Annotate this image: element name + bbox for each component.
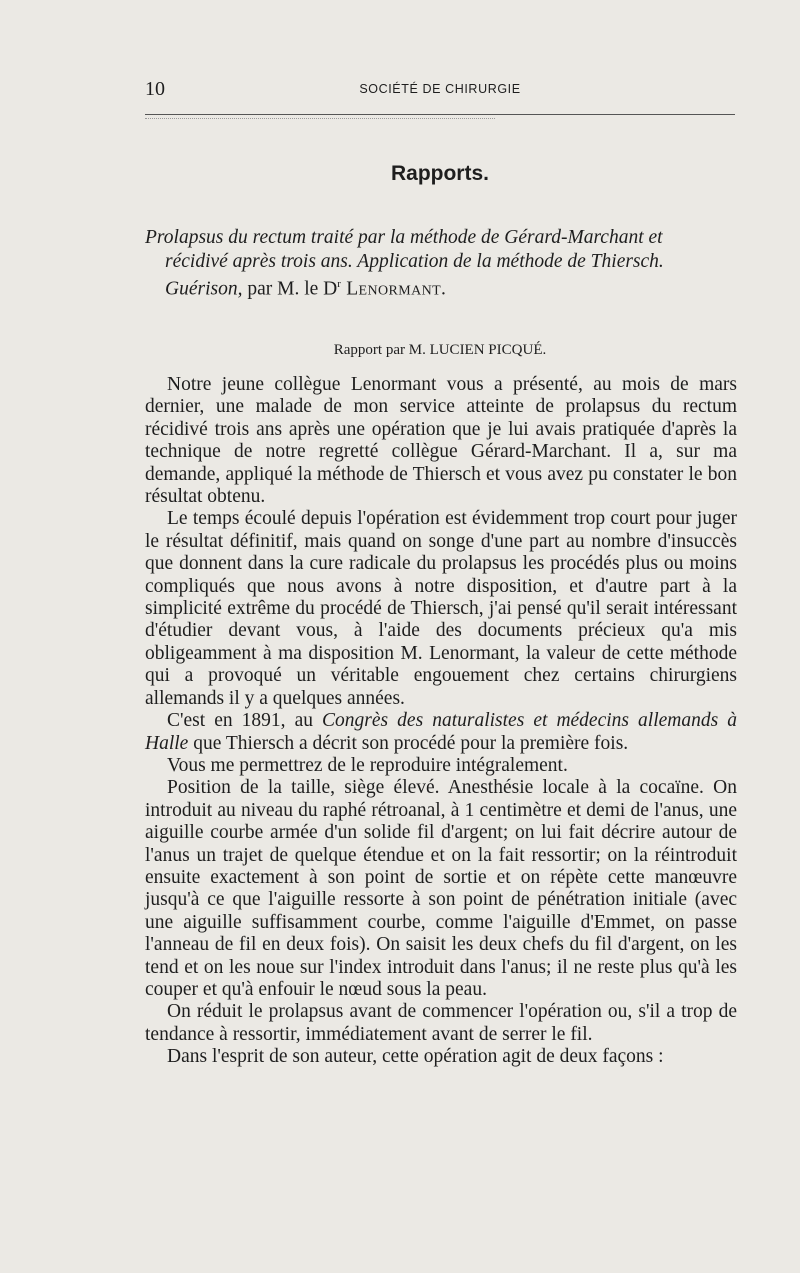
report-title-line-3	[145, 273, 735, 301]
page-number: 10	[145, 78, 165, 100]
report-title-text-1: Prolapsus du rectum traité par la méthode de Gérard-Marchant et	[145, 227, 663, 248]
report-title-author: Lenormant.	[340, 278, 447, 300]
section-title: Rapports.	[390, 162, 489, 185]
report-title-outcome: Guérison,	[165, 278, 243, 300]
page-header	[145, 78, 735, 102]
paragraph-3-start: C'est en 1891, au	[167, 710, 323, 732]
report-title-line-2	[145, 250, 735, 274]
report-title-line-1	[145, 226, 735, 250]
paragraph-7: Dans l'esprit de son auteur, cette opération agit de deux façons :	[167, 1046, 664, 1068]
paragraph-1: Notre jeune collègue Lenormant vous a présenté, au mois de mars dernier, une malade de mon service atteinte de prolapsus du rectum récidivé trois ans après une opération que je lui avais pratiquée d'après la technique de notre regretté collègue Gérard-Marchant. Il a, sur ma demande, appliqué la méthode de Thiersch et vous avez pu constater le bon résultat obtenu.	[145, 374, 737, 508]
report-byline: Rapport par M. LUCIEN PICQUÉ.	[333, 342, 547, 358]
paragraph-3-citation: Congrès des naturalistes et médecins allemands à Halle	[145, 710, 737, 754]
paragraph-5: Position de la taille, siège élevé. Anesthésie locale à la cocaïne. On introduit au niveau du raphé rétroanal, à 1 centimètre et demi de l'anus, une aiguille courbe armée d'un solide fil d'argent; on lui fait décrire autour de l'anus un trajet de quelque étendue et on la fait ressortir; on la réintroduit ensuite exactement à son point de sortie et on répète cette manœuvre jusqu'à ce que l'aiguille ressorte à son point de pénétration initiale (avec une aiguille suffisamment courbe, comme l'aiguille d'Emmet, on passe l'anneau de fil en deux fois). On saisit les deux chefs du fil d'argent, on les tend et on les noue sur l'index introduit dans l'anus; il ne reste plus qu'à les couper et qu'à enfouir le nœud sous la peau.	[145, 777, 737, 1000]
header-rule	[145, 114, 735, 115]
paragraph-2: Le temps écoulé depuis l'opération est évidemment trop court pour juger le résultat définitif, mais quand on songe d'une part au nombre d'insuccès que donnent dans la cure radicale du prolapsus les procédés plus ou moins compliqués que nous avons à notre disposition, et d'autre part à la simplicité extrême du procédé de Thiersch, j'ai pensé qu'il serait intéressant d'étudier devant vous, à l'aide des documents précieux qu'a mis obligeamment à ma disposition M. Lenormant, la valeur de cette méthode qui a provoqué un véritable engouement chez certains chirurgiens allemands il y a quelques années.	[145, 508, 737, 709]
paragraph-3	[145, 710, 737, 755]
report-title	[145, 226, 735, 301]
paragraph-3-end: que Thiersch a décrit son procédé pour la première fois.	[188, 732, 629, 754]
paragraph-4: Vous me permettrez de le reproduire intégralement.	[167, 754, 568, 776]
paragraph-6: On réduit le prolapsus avant de commencer l'opération ou, s'il a trop de tendance à ressortir, immédiatement avant de serrer le fil.	[145, 1001, 737, 1045]
running-head: SOCIÉTÉ DE CHIRURGIE	[359, 82, 521, 96]
report-title-by: par M. le D	[242, 278, 338, 300]
body-text	[145, 374, 737, 1069]
report-title-text-2: récidivé après trois ans. Application de la méthode de Thiersch.	[165, 250, 664, 272]
report-title-sup: r	[337, 278, 341, 290]
header-rule-dotted	[145, 118, 495, 119]
